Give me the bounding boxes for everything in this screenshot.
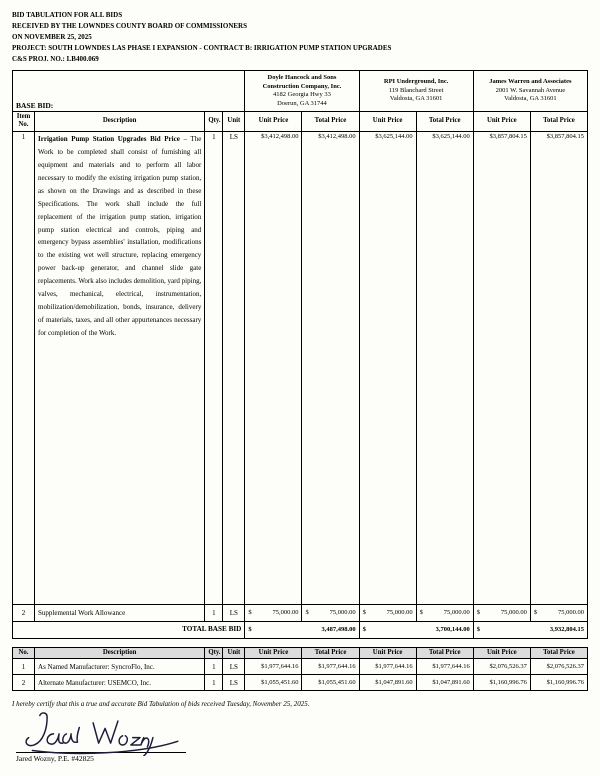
description-body: – The Work to be completed shall consist of furnishing all equipment and materials and to perform all labor necessary to modify the existing irrigation pump station, as shown on the Drawings and as described in these Specifications. The work shall include the full replacement of the irrigation pump station, irrigation pump station electrical and controls, piping and emergency bypass assemblies' installation, modifications to the existing wet well structure, replacing emergency power back-up generator, and channel slide gate replacements. Work also includes demolition, yard piping, valves, mechanical, electrical, instrumentation, mobilization/demobilization, bonds, insurance, delivery of materials, taxes, and all other appurtenances necessary for completion of the Work. [38,134,202,338]
total-base-bid-rpi-underground [359,621,473,638]
col-header-unit-price: Unit Price [473,647,530,658]
amount: 3,487,498.00 [321,625,356,633]
base-bid-label: BASE BID: [13,71,245,112]
unit-price-cell [473,604,530,621]
header-line-title: BID TABULATION FOR ALL BIDS [12,11,123,19]
col-header-unit: Unit [223,112,245,132]
description-cell [35,131,205,604]
total-price-cell: $3,412,498.00 [302,131,359,604]
unit-price-cell: $3,412,498.00 [245,131,302,604]
unit-price-cell: $1,047,891.60 [359,675,416,691]
col-header-qty: Qty. [205,647,223,658]
total-price-cell: $1,055,451.60 [302,675,359,691]
amount: 75,000.00 [386,608,413,616]
total-price-cell [302,604,359,621]
bidder-name-line: Construction Company, Inc. [262,82,342,90]
amount: 75,000.00 [558,608,584,616]
manufacturer-table [12,647,588,691]
unit-cell: LS [223,604,245,621]
currency-symbol: $ [248,625,252,633]
table-row-item-1 [13,131,588,604]
col-header-item-no [13,112,35,132]
unit-price-cell [245,604,302,621]
item-no-cell: 2 [13,675,35,691]
total-base-bid-doyle-hancock [245,621,359,638]
qty-cell: 1 [205,604,223,621]
col-header-no: No. [18,121,29,129]
total-price-cell: $1,047,891.60 [416,675,473,691]
currency-symbol: $ [362,625,366,633]
col-header-total-price: Total Price [530,112,587,132]
col-header-qty: Qty. [205,112,223,132]
total-price-cell: $2,076,526.37 [530,659,587,675]
col-header-total-price: Total Price [530,647,587,658]
currency-symbol: $ [305,608,309,616]
unit-cell: LS [223,659,245,675]
col-header-unit-price: Unit Price [359,112,416,132]
item-no-cell: 1 [13,131,35,604]
total-price-cell: $1,160,996.76 [530,675,587,691]
header-line-date: ON NOVEMBER 25, 2025 [12,33,92,41]
header-line-proj-no: C&S PROJ. NO.: LB400.069 [12,55,99,63]
header-line-project: PROJECT: SOUTH LOWNDES LAS PHASE I EXPANSION - CONTRACT B: IRRIGATION PUMP STATION UPGRADES [12,44,392,52]
unit-cell: LS [223,675,245,691]
unit-price-cell: $1,160,996.76 [473,675,530,691]
total-price-cell: $1,977,644.16 [302,659,359,675]
col-header-unit-price: Unit Price [473,112,530,132]
description-cell: As Named Manufacturer: SyncroFlo, Inc. [35,659,205,675]
col-header-unit-price: Unit Price [359,647,416,658]
col-header-total-price: Total Price [302,112,359,132]
bidder-address-line: 2001 W. Savannah Avenue [495,86,566,94]
total-price-cell: $1,977,644.16 [416,659,473,675]
bidder-name-line: James Warren and Associates [489,78,572,86]
amount: 75,000.00 [272,608,299,616]
unit-price-cell [359,604,416,621]
unit-cell: LS [223,131,245,604]
bidder-name-line: Doyle Hancock and Sons [267,74,337,81]
col-header-description: Description [35,647,205,658]
manufacturer-row-named [13,659,588,675]
signature-block [16,710,216,763]
description-title: Irrigation Pump Station Upgrades Bid Price [38,134,180,143]
amount: 75,000.00 [500,608,527,616]
bidder-address-line: Doerun, GA 31744 [277,99,327,107]
col-header-unit-price: Unit Price [245,112,302,132]
amount: 75,000.00 [329,608,356,616]
bidder-address-line: Valdosta, GA 31601 [389,95,443,103]
currency-symbol: $ [419,608,423,616]
item-no-cell: 2 [13,604,35,621]
unit-price-cell: $3,857,804.15 [473,131,530,604]
document-header [12,10,588,65]
item-no-cell: 1 [13,659,35,675]
amount: 75,000.00 [443,608,470,616]
currency-symbol: $ [362,608,366,616]
bidder-name-line: RPI Underground, Inc. [383,78,449,86]
unit-price-cell: $2,076,526.37 [473,659,530,675]
total-price-cell: $3,857,804.15 [530,131,587,604]
col-header-total-price: Total Price [302,647,359,658]
amount: 3,700,144.00 [435,625,470,633]
col-header-unit: Unit [223,647,245,658]
bidder-address-line: 4182 Georgia Hwy 33 [273,91,331,98]
unit-price-cell: $1,055,451.60 [245,675,302,691]
bidder-header-row [13,71,588,112]
col-header-description: Description [35,112,205,132]
qty-cell: 1 [205,659,223,675]
currency-symbol: $ [533,608,538,616]
qty-cell: 1 [205,675,223,691]
bidder-header-james-warren [473,71,587,112]
table-row-item-2 [13,604,588,621]
bidder-header-doyle-hancock [245,71,359,112]
handwritten-signature [16,710,196,756]
header-line-received-by: RECEIVED BY THE LOWNDES COUNTY BOARD OF COMMISSIONERS [12,22,247,30]
currency-symbol: $ [476,608,480,616]
bidder-header-rpi-underground [359,71,473,112]
col-header-total-price: Total Price [416,112,473,132]
bidder-address-line: 119 Blanchard Street [388,86,444,94]
total-price-cell [416,604,473,621]
bidder-address-line: Valdosta, GA 31601 [504,95,557,103]
description-cell: Alternate Manufacturer: USEMCO, Inc. [35,675,205,691]
unit-price-cell: $1,977,644.16 [359,659,416,675]
currency-symbol: $ [476,625,480,633]
description-cell: Supplemental Work Allowance [35,604,205,621]
unit-price-cell: $1,977,644.16 [245,659,302,675]
total-price-cell: $3,625,144.00 [416,131,473,604]
col-header-unit-price: Unit Price [245,647,302,658]
total-base-bid-label: TOTAL BASE BID [13,621,245,638]
currency-symbol: $ [248,608,252,616]
base-bid-table [12,70,588,639]
amount: 3,932,804.15 [549,625,584,633]
col-header-no: No. [13,647,35,658]
manufacturer-row-alternate [13,675,588,691]
total-base-bid-row [13,621,588,638]
col-header-item: Item [16,113,31,120]
total-base-bid-james-warren [473,621,587,638]
manufacturer-header-row [13,647,588,658]
qty-cell: 1 [205,131,223,604]
column-header-row [13,112,588,132]
unit-price-cell: $3,625,144.00 [359,131,416,604]
col-header-total-price: Total Price [416,647,473,658]
certification-statement: I hereby certify that this a true and accurate Bid Tabulation of bids received Tuesday, November 25, 2025. [12,700,310,709]
total-price-cell [530,604,587,621]
signatory-name: Jared Wozny, P.E. #42825 [16,752,186,763]
